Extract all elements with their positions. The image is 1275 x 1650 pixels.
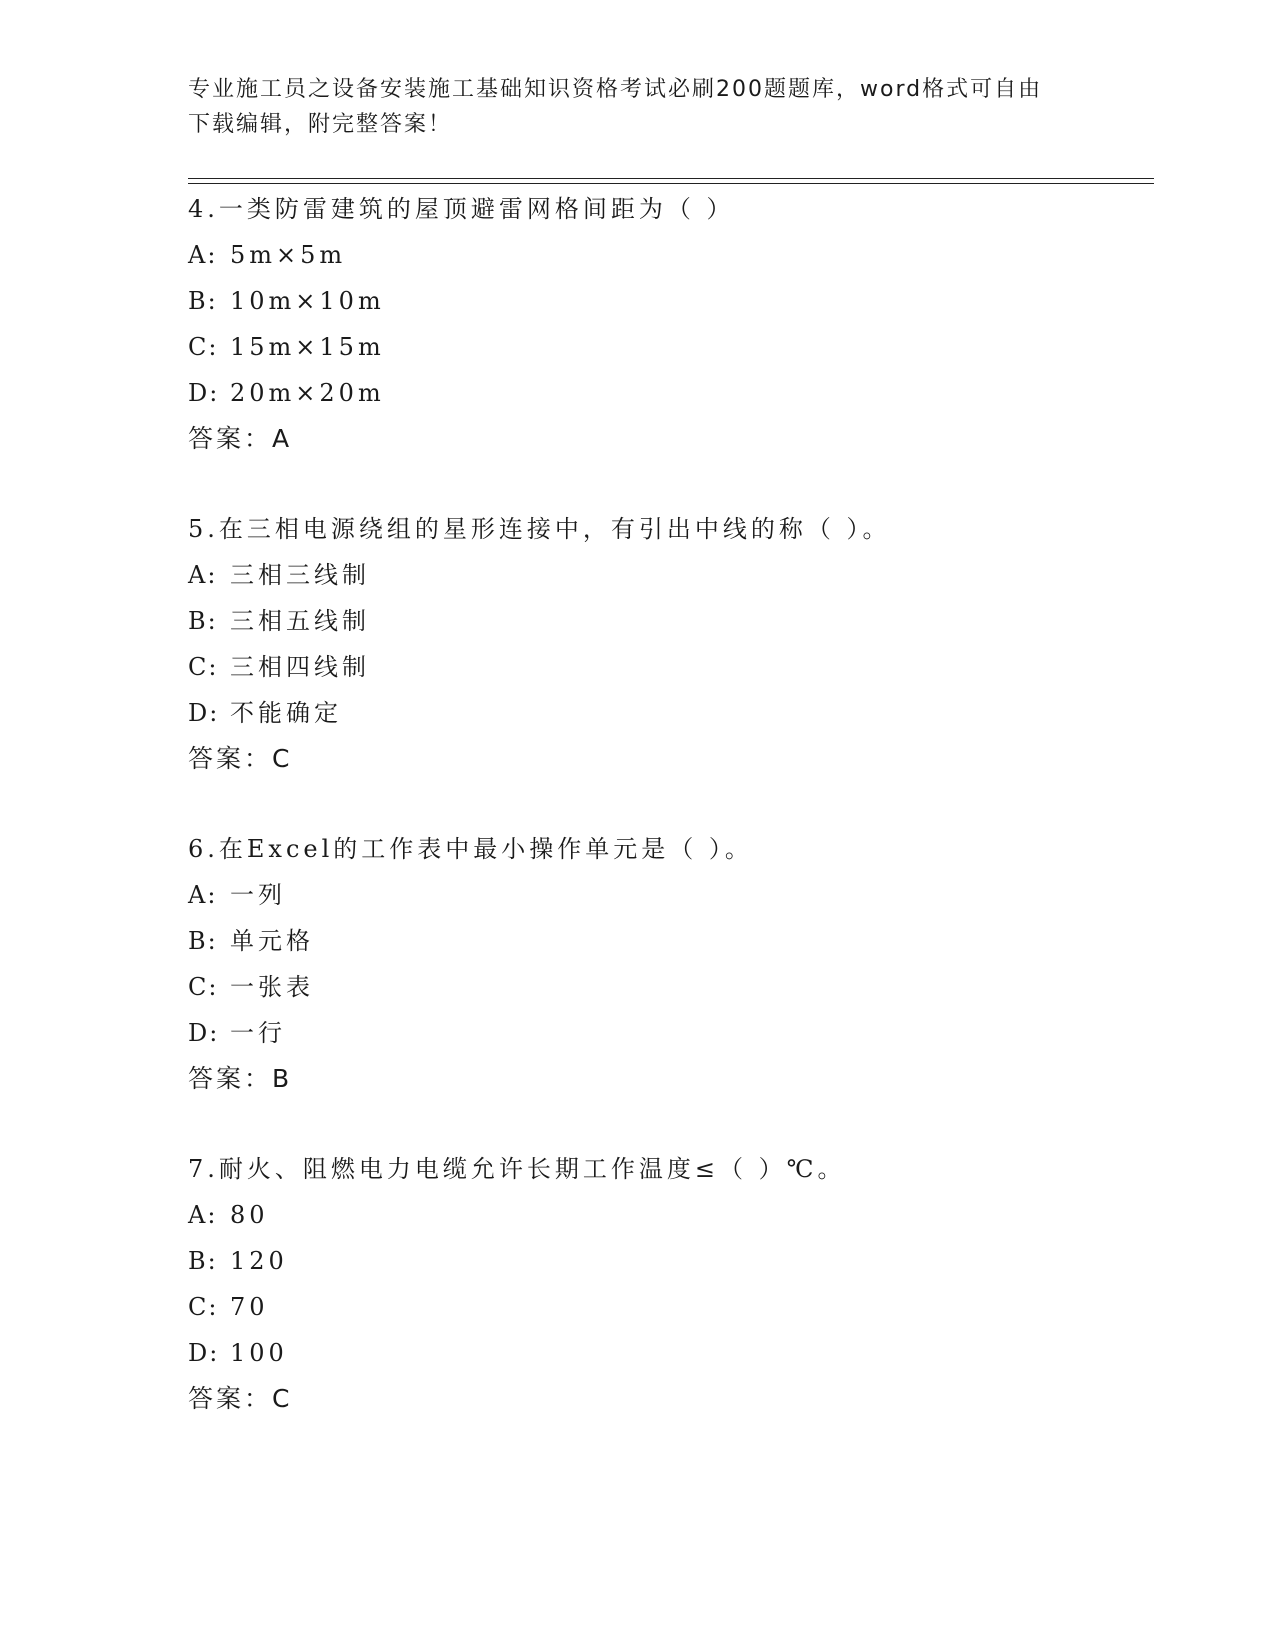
option-a bbox=[188, 552, 1154, 598]
option-letter: D: bbox=[188, 1019, 220, 1047]
option-text: 10m×10m bbox=[230, 287, 385, 315]
answer-label: 答案：B bbox=[188, 1064, 293, 1093]
option-letter: C: bbox=[188, 333, 219, 361]
question-stem: 5.在三相电源绕组的星形连接中，有引出中线的称（ ）。 bbox=[188, 515, 891, 543]
header-line-2: 下载编辑，附完整答案！ bbox=[188, 112, 453, 137]
question-5 bbox=[188, 506, 1154, 782]
option-text: 20m×20m bbox=[230, 379, 385, 407]
option-text: 单元格 bbox=[230, 927, 314, 955]
option-a bbox=[188, 232, 1154, 278]
header-line-1: 专业施工员之设备安装施工基础知识资格考试必刷200题题库，word格式可自由 bbox=[188, 77, 1043, 102]
option-text: 一行 bbox=[230, 1019, 286, 1047]
option-d bbox=[188, 1010, 1154, 1056]
question-stem: 7.耐火、阻燃电力电缆允许长期工作温度≤（ ）℃。 bbox=[188, 1155, 846, 1183]
option-text: 120 bbox=[230, 1247, 288, 1275]
option-a bbox=[188, 872, 1154, 918]
option-letter: D: bbox=[188, 699, 220, 727]
option-letter: B: bbox=[188, 927, 218, 955]
option-d bbox=[188, 690, 1154, 736]
option-letter: B: bbox=[188, 1247, 218, 1275]
option-c bbox=[188, 324, 1154, 370]
option-letter: A: bbox=[188, 241, 218, 269]
question-7 bbox=[188, 1146, 1154, 1422]
option-letter: D: bbox=[188, 1339, 220, 1367]
answer-label: 答案：C bbox=[188, 744, 293, 773]
option-b bbox=[188, 278, 1154, 324]
option-letter: D: bbox=[188, 379, 220, 407]
question-4 bbox=[188, 186, 1154, 462]
option-b bbox=[188, 918, 1154, 964]
option-text: 不能确定 bbox=[230, 699, 342, 727]
option-text: 15m×15m bbox=[230, 333, 385, 361]
header-divider-bottom bbox=[188, 183, 1154, 184]
option-text: 70 bbox=[230, 1293, 269, 1321]
option-text: 三相四线制 bbox=[230, 653, 370, 681]
option-a bbox=[188, 1192, 1154, 1238]
answer-label: 答案：C bbox=[188, 1384, 293, 1413]
option-c bbox=[188, 1284, 1154, 1330]
option-letter: C: bbox=[188, 1293, 219, 1321]
option-b bbox=[188, 598, 1154, 644]
option-letter: A: bbox=[188, 1201, 218, 1229]
option-text: 一列 bbox=[230, 881, 286, 909]
option-letter: A: bbox=[188, 561, 218, 589]
option-c bbox=[188, 644, 1154, 690]
question-6 bbox=[188, 826, 1154, 1102]
option-text: 100 bbox=[230, 1339, 288, 1367]
option-b bbox=[188, 1238, 1154, 1284]
question-stem: 4.一类防雷建筑的屋顶避雷网格间距为（ ） bbox=[188, 195, 735, 223]
option-text: 一张表 bbox=[230, 973, 314, 1001]
option-letter: B: bbox=[188, 607, 218, 635]
question-stem: 6.在Excel的工作表中最小操作单元是（ ）。 bbox=[188, 835, 753, 863]
option-text: 5m×5m bbox=[230, 241, 347, 269]
option-d bbox=[188, 370, 1154, 416]
answer-label: 答案：A bbox=[188, 424, 293, 453]
option-letter: C: bbox=[188, 653, 219, 681]
option-text: 80 bbox=[230, 1201, 269, 1229]
option-d bbox=[188, 1330, 1154, 1376]
document-header bbox=[188, 72, 1088, 142]
option-letter: C: bbox=[188, 973, 219, 1001]
header-divider-top bbox=[188, 178, 1154, 179]
option-c bbox=[188, 964, 1154, 1010]
option-letter: A: bbox=[188, 881, 218, 909]
option-text: 三相三线制 bbox=[230, 561, 370, 589]
option-letter: B: bbox=[188, 287, 218, 315]
option-text: 三相五线制 bbox=[230, 607, 370, 635]
